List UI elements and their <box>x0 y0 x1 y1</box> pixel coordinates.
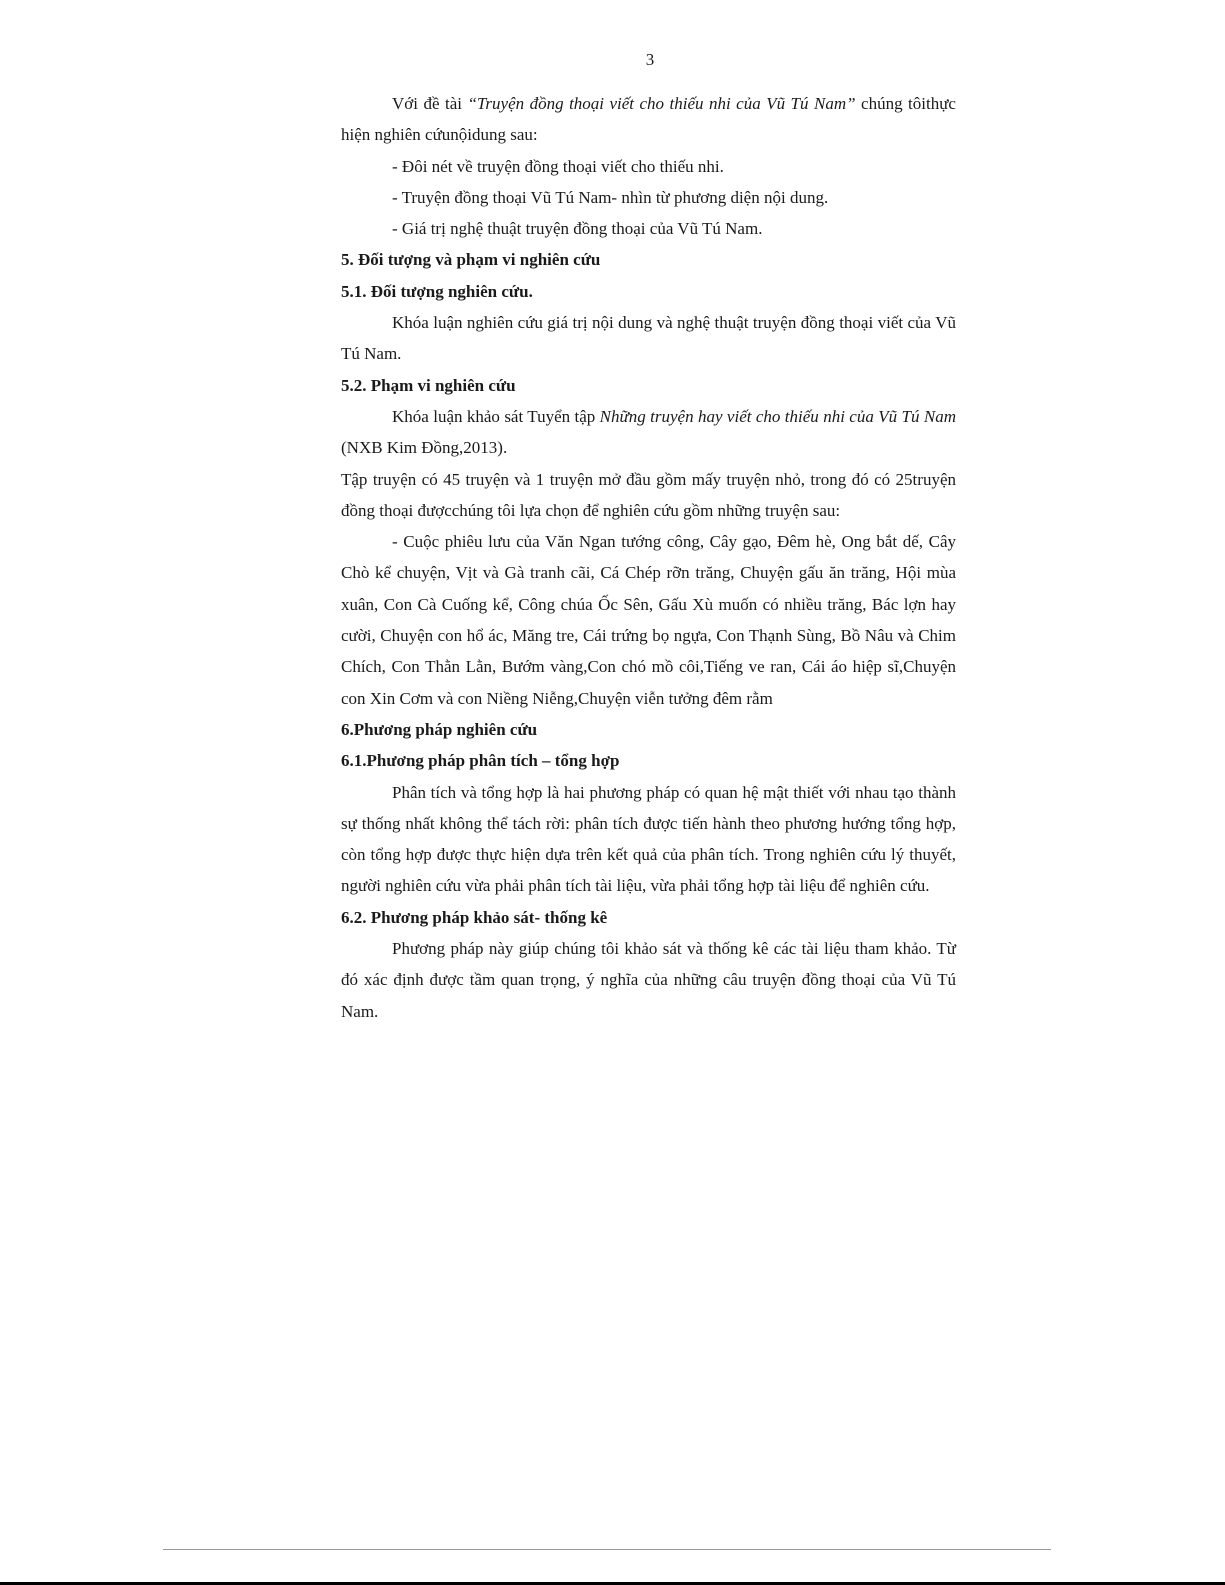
stories-list: - Cuộc phiêu lưu của Văn Ngan tướng công, Cây gạo, Đêm hè, Ong bắt dế, Cây Chò kể chuyện, Vịt và Gà tranh cãi, Cá Chép rỡn trăng, Chuyện gấu ăn trăng, Hội mùa xuân, Con Cà Cuống kể, Công chúa Ốc Sên, Gấu Xù muốn có nhiều trăng, Bác lợn hay cười, Chuyện con hổ ác, Măng tre, Cái trứng bọ ngựa, Con Thạnh Sùng, Bồ Nâu và Chim Chích, Con Thằn Lằn, Bướm vàng,Con chó mồ côi,Tiếng ve ran, Cái áo hiệp sĩ,Chuyện con Xin Cơm và con Niềng Niễng,Chuyện viễn tưởng đêm rằm <box>341 532 956 708</box>
collection-paragraph: Tập truyện có 45 truyện và 1 truyện mở đầu gồm mấy truyện nhỏ, trong đó có 25truyện đồng thoại đượcchúng tôi lựa chọn để nghiên cứu gồm những truyện sau: <box>341 469 956 520</box>
scope-prefix: Khóa luận khảo sát Tuyển tập <box>392 406 600 426</box>
section-6-2-text: Phương pháp này giúp chúng tôi khảo sát và thống kê các tài liệu tham khảo. Từ đó xác định được tầm quan trọng, ý nghĩa của những câu truyện đồng thoại của Vũ Tú Nam. <box>341 939 956 1021</box>
book-title: Những truyện hay viết cho thiếu nhi của Vũ Tú Nam <box>599 406 956 426</box>
section-5-1-heading: 5.1. Đối tượng nghiên cứu. <box>341 281 533 301</box>
intro-paragraph <box>341 88 956 151</box>
content-item: - Truyện đồng thoại Vũ Tú Nam- nhìn từ phương diện nội dung. <box>392 187 829 207</box>
section-6-1-text: Phân tích và tổng hợp là hai phương pháp có quan hệ mật thiết với nhau tạo thành sự thống nhất không thể tách rời: phân tích được tiến hành theo phương hướng tổng hợp, còn tổng hợp được thực hiện dựa trên kết quả của phân tích. Trong nghiên cứu lý thuyết, người nghiên cứu vừa phải phân tích tài liệu, vừa phải tổng hợp tài liệu để nghiên cứu. <box>341 782 956 896</box>
content-item: - Giá trị nghệ thuật truyện đồng thoại của Vũ Tú Nam. <box>392 219 763 239</box>
scope-suffix: (NXB Kim Đồng,2013). <box>341 438 508 458</box>
section-6-2-heading: 6.2. Phương pháp khảo sát- thống kê <box>341 907 608 927</box>
section-6-heading: 6.Phương pháp nghiên cứu <box>341 719 538 739</box>
page-number: 3 <box>645 50 655 69</box>
intro-prefix: Với đề tài <box>392 94 468 113</box>
section-5-2-heading: 5.2. Phạm vi nghiên cứu <box>341 375 516 395</box>
document-body <box>341 88 956 1027</box>
section-5-1-text: Khóa luận nghiên cứu giá trị nội dung và nghệ thuật truyện đồng thoại viết của Vũ Tú Nam. <box>341 313 956 364</box>
intro-suffix: chúng tôithực hiện nghiên cứunộidung sau: <box>341 94 956 145</box>
section-5-heading: 5. Đối tượng và phạm vi nghiên cứu <box>341 250 601 270</box>
section-5-2-paragraph <box>341 401 956 464</box>
section-6-1-heading: 6.1.Phương pháp phân tích – tổng hợp <box>341 751 620 771</box>
thesis-title: “Truyện đồng thoại viết cho thiếu nhi của Vũ Tú Nam” <box>467 94 856 113</box>
footer-divider <box>163 1549 1051 1550</box>
content-item: - Đôi nét về truyện đồng thoại viết cho thiếu nhi. <box>392 156 724 176</box>
